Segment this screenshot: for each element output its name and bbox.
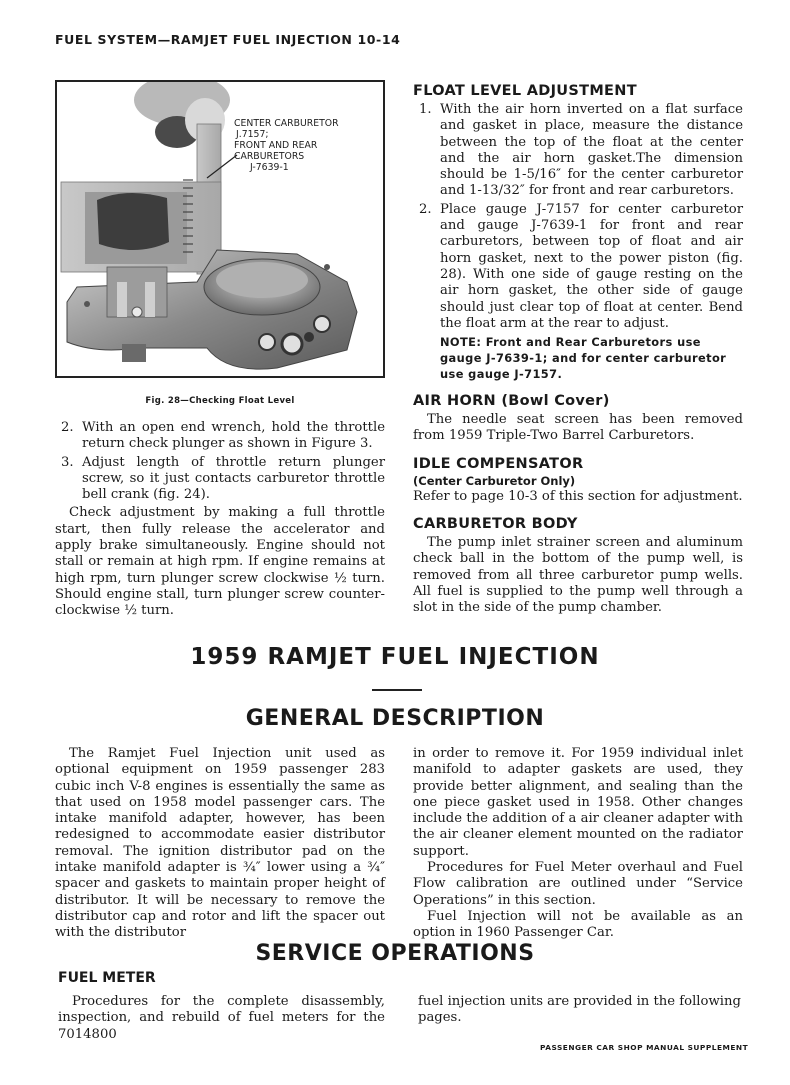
general-description-text: Procedures for Fuel Meter overhaul and Fuel Flow calibration are outlined under “Service Operations” in this section. [413, 860, 743, 908]
float-level-steps [413, 102, 743, 332]
running-head: FUEL SYSTEM—RAMJET FUEL INJECTION 10-14 [55, 32, 401, 47]
list-item [55, 455, 385, 504]
general-description-heading: GENERAL DESCRIPTION [245, 706, 545, 731]
callout-line: CENTER CARBURETOR [234, 118, 339, 129]
fuel-meter-text: fuel injection units are provided in the following pages. [418, 994, 741, 1026]
air-horn-heading: AIR HORN (Bowl Cover) [413, 393, 610, 410]
carburetor-body-text: The pump inlet strainer screen and aluminum check ball in the bottom of the pump well, is removed from all three carburetor pump wells. All fuel is supplied to the pump well through a slot in the side of the pump chamber. [413, 535, 743, 616]
fuel-meter-heading: FUEL METER [58, 970, 156, 986]
throttle-steps-list [55, 420, 385, 503]
idle-compensator-heading: IDLE COMPENSATOR [413, 455, 584, 472]
page-footer: PASSENGER CAR SHOP MANUAL SUPPLEMENT [540, 1043, 749, 1052]
main-title: 1959 RAMJET FUEL INJECTION [190, 644, 600, 670]
figure-callout [234, 118, 339, 173]
step-text: Place gauge J-7157 for center carburetor and gauge J-7639-1 for front and rear carburetors, between top of float and air horn gasket, next to the power piston (fig. 28). With one side of gauge resting on the air horn gasket, the other side of gauge should just clear top of float at center. Bend the float arm at the rear to adjust. [440, 201, 743, 331]
step-text: Adjust length of throttle return plunger screw, so it just contacts carburetor throttle bell crank (fig. 24). [82, 454, 385, 503]
list-item [55, 420, 385, 453]
general-description-text: Fuel Injection will not be available as an option in 1960 Passenger Car. [413, 908, 743, 941]
title-divider [372, 689, 422, 691]
air-horn-text: The needle seat screen has been removed from 1959 Triple-Two Barrel Carburetors. [413, 412, 743, 444]
right-top-column [413, 82, 743, 617]
callout-line: CARBURETORS [234, 151, 305, 162]
throttle-check-paragraph: Check adjustment by making a full throttle start, then fully release the accelerator and apply brake simultaneously. Engine should not stall or remain at high rpm. If engine remains at high rpm, turn plunger screw clockwise ½ turn. Should engine stall, turn plunger screw counter-clockwise ½ turn. [55, 505, 385, 619]
callout-line: J-7639-1 [250, 162, 289, 173]
float-level-note: NOTE: Front and Rear Carburetors use gauge J-7639-1; and for center carburetor use gauge J-7157. [440, 335, 727, 382]
list-item [413, 202, 743, 332]
carburetor-body-heading: CARBURETOR BODY [413, 516, 578, 533]
callout-line: FRONT AND REAR [234, 140, 318, 151]
general-description-right [413, 746, 743, 942]
general-description-text: in order to remove it. For 1959 individual inlet manifold to adapter gaskets are used, they provide better alignment, and sealing than the one piece gasket used in 1958. Other changes include the addition of a air cleaner adapter with the air cleaner element mounted on the radiator support. [413, 746, 743, 859]
step-number: 3. [61, 454, 74, 470]
callout-line: J.7157; [236, 129, 269, 140]
figure-caption: Fig. 28—Checking Float Level [145, 396, 295, 406]
idle-compensator-subheading: (Center Carburetor Only) [413, 473, 576, 488]
idle-compensator-text: Refer to page 10-3 of this section for adjustment. [413, 488, 743, 504]
left-top-column [55, 80, 385, 620]
general-description-text: The Ramjet Fuel Injection unit used as optional equipment on 1959 passenger 283 cubic inch V-8 engines is essentially the same as that used on 1958 model passenger cars. The intake manifold adapter, however, has been redesigned to accommodate easier distributor removal. The ignition distributor pad on the intake manifold adapter is ¾″ lower using a ¾″ spacer and gaskets to maintain proper height of distributor. It will be necessary to remove the distributor cap and rotor and lift the spacer out with the distributor [55, 746, 385, 941]
fuel-meter-right [418, 994, 748, 1027]
service-operations-heading: SERVICE OPERATIONS [255, 941, 535, 966]
fuel-meter-left [58, 994, 385, 1043]
figure-28 [55, 80, 385, 378]
fuel-meter-text: Procedures for the complete disassembly, inspection, and rebuild of fuel meters for the 7014800 [58, 994, 385, 1042]
step-number: 2. [419, 201, 432, 217]
step-text: With the air horn inverted on a flat surface and gasket in place, measure the distance between the top of the float at the center and the air horn gasket.The dimension should be 1-5/16″ for the center carburetor and 1-13/32″ for front and rear carburetors. [440, 102, 743, 199]
step-number: 1. [419, 102, 432, 117]
list-item [413, 102, 743, 200]
float-level-heading: FLOAT LEVEL ADJUSTMENT [413, 83, 637, 99]
step-number: 2. [61, 420, 74, 435]
general-description-left [55, 746, 385, 942]
step-text: With an open end wrench, hold the throttle return check plunger as shown in Figure 3. [82, 420, 385, 452]
